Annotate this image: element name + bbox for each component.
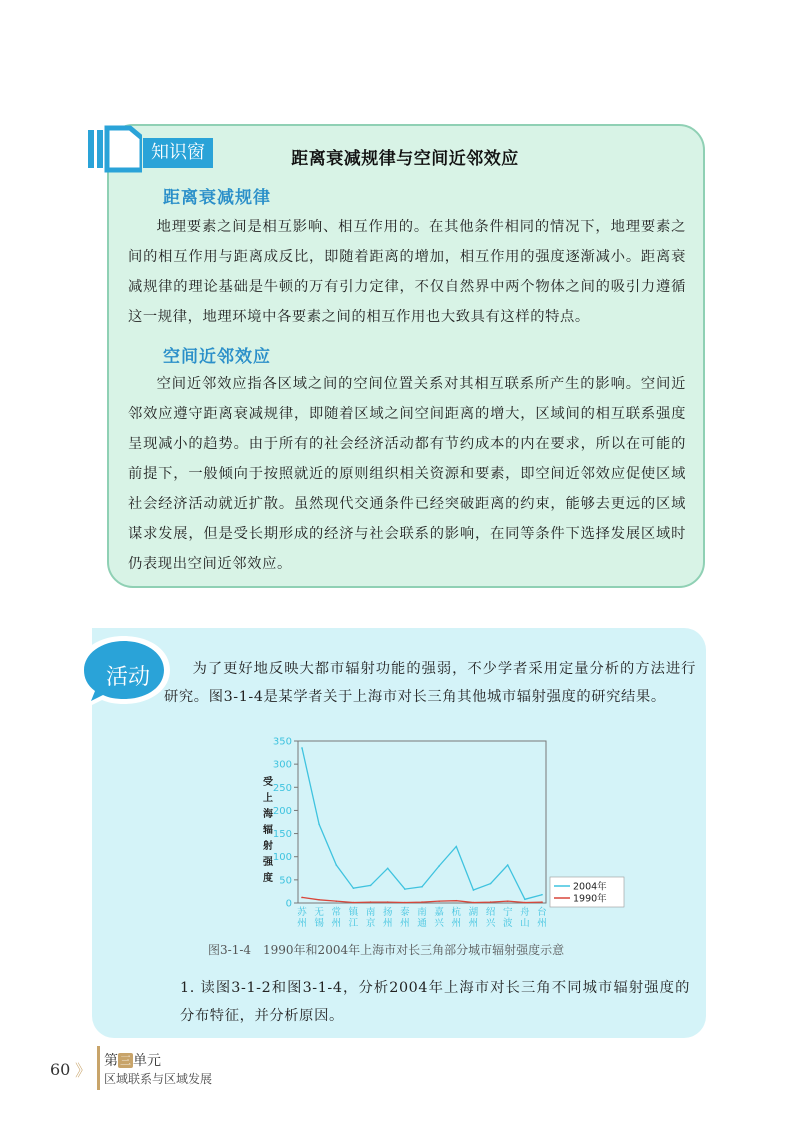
section-text-distance-decay: 地理要素之间是相互影响、相互作用的。在其他条件相同的情况下，地理要素之间的相互作用与距离成反比，即随着距离的增加，相互作用的强度逐渐减小。距离衰减规律的理论基础是牛顿的万有引力定律，不仅自然界中两个物体之间的吸引力遵循这一规律，地理环境中各要素之间的相互作用也大致具有这样的特点。 [128,219,686,325]
y-tick-label: 300 [272,759,292,771]
series-point [421,886,423,888]
footer-divider [97,1046,100,1090]
knowledge-window-title: 距离衰减规律与空间近邻效应 [291,149,519,169]
unit-suffix: 单元 [133,1053,161,1069]
series-point [335,864,337,866]
x-tick-label-char: 台 [537,907,547,918]
knowledge-window-logo-icon [86,124,142,174]
series-point [301,747,303,749]
series-point [353,902,355,904]
series-point [318,899,320,901]
series-point [490,883,492,885]
x-tick-label-char: 江 [348,918,359,929]
series-point [370,901,372,903]
activity-intro-text: 为了更好地反映大都市辐射功能的强弱，不少学者采用定量分析的方法进行研究。图3-1-4是某学者关于上海市对长三角其他城市辐射强度的研究结果。 [164,661,696,705]
x-tick-label-char: 嘉 [434,907,444,918]
x-tick-label-char: 州 [297,918,307,929]
unit-subtitle: 区域联系与区域发展 [104,1072,213,1086]
y-tick-label: 50 [279,875,292,887]
x-tick-label-char: 州 [382,918,393,929]
y-axis-label-char: 度 [263,873,273,884]
x-tick-label-char: 镇 [348,907,359,918]
x-tick-label-char: 波 [502,918,513,929]
x-tick-label-char: 湖 [468,907,479,918]
y-tick-label: 250 [272,782,292,794]
x-tick-label-char: 京 [365,918,376,929]
series-point [524,898,526,900]
figure-caption: 图3-1-4 1990年和2004年上海市对长三角部分城市辐射强度示意 [208,943,565,957]
x-tick-label-char: 州 [331,918,342,929]
unit-label [104,1050,161,1070]
y-axis-label-char: 受 [263,777,273,788]
page-number: 60 [50,1060,71,1079]
series-point [370,885,372,887]
series-point [421,901,423,903]
series-point [541,894,543,896]
section-text-proximity-effect: 空间近邻效应指各区域之间的空间位置关系对其相互联系所产生的影响。空间近邻效应遵守距离衰减规律，即随着区域之间空间距离的增大，区域间的相互联系强度呈现减小的趋势。由于所有的社会经济活动都有节约成本的内在要求，所以在可能的前提下，一般倾向于按照就近的原则组织相关资源和要素，即空间近邻效应促使区域社会经济活动就近扩散。虽然现代交通条件已经突破距离的约束，能够去更远的区域谋求发展，但是受长期形成的经济与社会联系的影响，在同等条件下选择发展区域时仍表现出空间近邻效应。 [128,376,686,572]
y-tick-label: 0 [285,898,292,910]
x-tick-label-char: 绍 [485,907,496,918]
series-point [455,846,457,848]
series-point [387,901,389,903]
x-tick-label-char: 泰 [400,907,410,918]
page-chevron-icon: 》 [75,1061,92,1080]
y-tick-label: 100 [272,852,292,864]
x-tick-label-char: 南 [417,907,427,918]
x-tick-label-char: 宁 [502,907,513,918]
x-tick-label-char: 州 [400,918,410,929]
series-point [335,900,337,902]
x-tick-label-char: 杭 [451,907,462,918]
y-axis-label-char: 海 [263,809,273,820]
y-tick-label: 150 [272,829,292,841]
y-axis-label-char: 辐 [263,825,273,836]
x-tick-label-char: 扬 [382,907,393,918]
plot-frame [298,741,546,903]
series-point [507,864,509,866]
series-point [473,889,475,891]
legend-label: 1990年 [573,893,607,905]
series-point [438,900,440,902]
x-tick-label-char: 州 [537,918,547,929]
legend-label: 2004年 [573,881,607,893]
x-tick-label-char: 锡 [314,918,324,929]
series-point [404,902,406,904]
unit-number-badge: 三 [120,1054,131,1067]
series-point [404,888,406,890]
x-tick-label-char: 兴 [485,918,496,929]
x-tick-label-char: 山 [520,918,530,929]
section-heading-distance-decay: 距离衰减规律 [163,188,271,208]
series-point [438,865,440,867]
y-axis-label-char: 强 [263,857,273,868]
radiation-intensity-chart [250,735,630,935]
series-point [490,901,492,903]
y-tick-label: 350 [272,736,292,748]
x-tick-label-char: 舟 [520,907,530,918]
x-tick-label-char: 州 [451,918,462,929]
series-point [524,902,526,904]
series-point [353,887,355,889]
x-tick-label-char: 常 [331,907,342,918]
series-point [318,824,320,826]
series-point [455,900,457,902]
x-tick-label-char: 州 [468,918,479,929]
series-point [301,897,303,899]
x-tick-label-char: 无 [314,907,324,918]
y-axis-label-char: 上 [263,793,273,804]
x-tick-label-char: 通 [417,918,427,929]
activity-label: 活动 [105,665,150,690]
y-axis-label-char: 射 [263,841,273,852]
x-tick-label-char: 苏 [297,907,307,918]
series-point [507,900,509,902]
activity-question-1: 1. 读图3-1-2和图3-1-4，分析2004年上海市对长三角不同城市辐射强度的分布特征，并分析原因。 [180,980,690,1024]
series-line-0 [302,748,542,899]
section-heading-proximity-effect: 空间近邻效应 [163,347,271,367]
series-point [387,867,389,869]
x-tick-label-char: 兴 [434,918,444,929]
x-tick-label-char: 南 [365,907,376,918]
series-point [541,901,543,903]
y-tick-label: 200 [272,805,292,817]
unit-prefix: 第 [104,1053,118,1069]
knowledge-window-tag: 知识窗 [143,138,213,168]
series-point [473,902,475,904]
